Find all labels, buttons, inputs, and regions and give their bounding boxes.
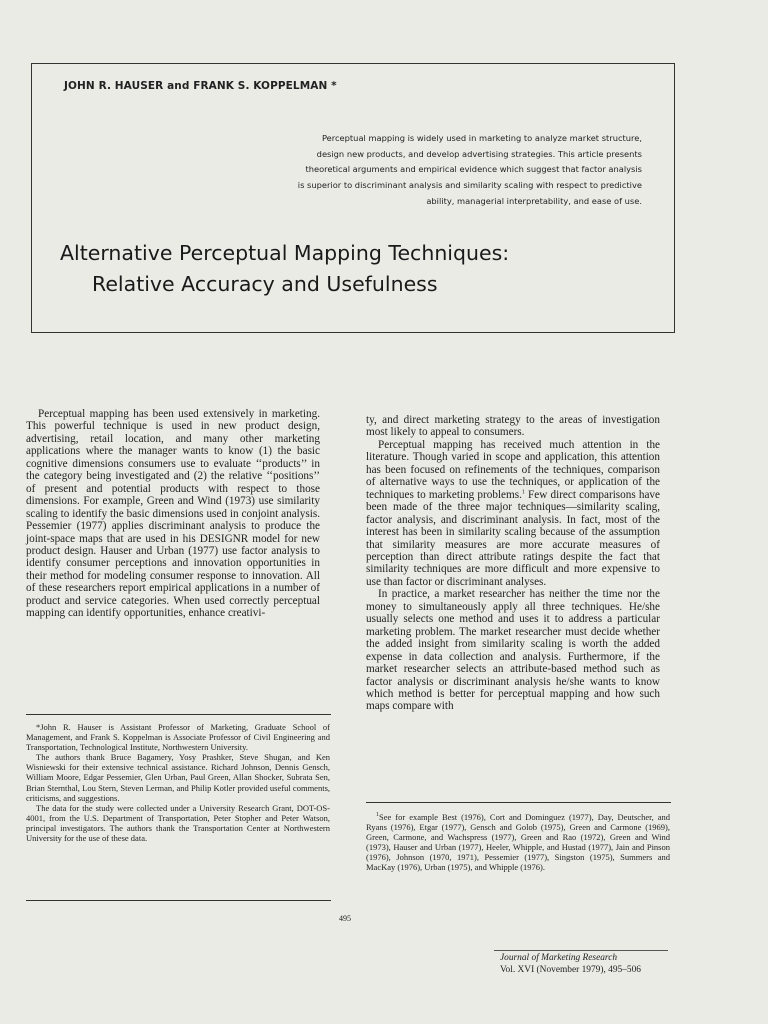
title-box bbox=[31, 63, 675, 333]
footnote bbox=[366, 812, 670, 873]
footnote-end-rule bbox=[26, 900, 331, 901]
abstract-line: Perceptual mapping is widely used in marketing to analyze market structure, bbox=[321, 133, 642, 143]
paragraph-text: Perceptual mapping has received much attention in the literature. Though varied in scope and application, this attention has been focused on refinements of the techniques, comparison of alternative ways to use the techniques, or application of the techniques to marketing problems. bbox=[366, 438, 660, 501]
footnote-text: See for example Best (1976), Cort and Dominguez (1977), Day, Deutscher, and Ryans (1976), Etgar (1977), Gensch and Golob (1975), Green and Carmone (1969), Green, Carmone, and Wachspress (1977), Green and Rao (1972), Green and Wind (1973), Hauser and Urban (1977), Heeler, Whipple, and Hustad (1977), Jain and Pinson (1976), Johnson (1970, 1971), Pessemier (1977), Singston (1975), Summers and MacKay (1976), Urban (1975), and Whipple (1976). bbox=[366, 812, 670, 873]
article-title bbox=[60, 238, 660, 300]
footnotes-left bbox=[26, 722, 330, 843]
body-paragraph bbox=[366, 439, 660, 588]
title-line: Alternative Perceptual Mapping Techniques: bbox=[60, 241, 510, 265]
body-column-left bbox=[26, 408, 320, 620]
journal-rule bbox=[494, 950, 668, 951]
paragraph-text: Few direct comparisons have been made of the three major techniques—similarity scaling, factor analysis, and discriminant analysis. In fact, most of the interest has been in similarity scaling because of the assumption that similarity measures are more accurate measures of perception than direct attribute ratings despite the fact that similarity techniques are more difficult and more expensive to use than factor or discriminant analyses. bbox=[366, 488, 660, 588]
abstract-line: is superior to discriminant analysis and similarity scaling with respect to predictive bbox=[297, 180, 642, 191]
footnote-marker: 1 bbox=[376, 812, 379, 819]
journal-volume: Vol. XVI (November 1979), 495–506 bbox=[500, 964, 641, 975]
footnote: The data for the study were collected under a University Research Grant, DOT-OS-4001, from the U.S. Department of Transportation, Peter Stopher and Peter Watson, principal investigators. The authors thank the Transportation Center at Northwestern University for the use of these data. bbox=[26, 802, 330, 844]
journal-name: Journal of Marketing Research bbox=[500, 953, 618, 963]
abstract-line: theoretical arguments and empirical evidence which suggest that factor analysis bbox=[305, 164, 642, 175]
footnote-rule bbox=[26, 714, 331, 715]
abstract bbox=[222, 131, 642, 210]
body-column-right bbox=[366, 414, 660, 713]
abstract-line: ability, managerial interpretability, and ease of use. bbox=[426, 195, 642, 206]
journal-citation bbox=[500, 953, 641, 976]
abstract-line: design new products, and develop advertising strategies. This article presents bbox=[316, 148, 642, 159]
body-paragraph: In practice, a market researcher has neither the time nor the money to simultaneously apply all three techniques. He/she usually selects one method and uses it to address a particular marketing problem. The market researcher must decide whether the added insight from similarity scaling is worth the added expense in data collection and analysis. Furthermore, if the market researcher selects an attribute-based method such as factor analysis or discriminant analysis he/she wants to know which method is better for perceptual mapping and how such maps compare with bbox=[366, 588, 660, 713]
footnote: *John R. Hauser is Assistant Professor of Marketing, Graduate School of Management, and Frank S. Koppelman is Associate Professor of Civil Engineering and Transportation, Technological Institute, Northwestern University. bbox=[26, 722, 330, 753]
title-line: Relative Accuracy and Usefulness bbox=[92, 272, 438, 296]
footnote-marker: 1 bbox=[521, 488, 525, 495]
footnote: The authors thank Bruce Bagamery, Yosy Prashker, Steve Shugan, and Ken Wisniewski for their extensive technical assistance. Richard Johnson, Dennis Gensch, William Moore, Edgar Pessemier, Glen Urban, Paul Green, Allan Shocker, Subrata Sen, Brian Sternthal, Lou Stern, Steven Lerman, and Philip Kotler provided useful comments, criticisms, and suggestions. bbox=[26, 752, 330, 803]
footnotes-right bbox=[366, 812, 670, 873]
footnote-rule bbox=[366, 802, 671, 803]
body-paragraph: Perceptual mapping has been used extensively in marketing. This powerful technique is used in new product design, advertising, retail location, and many other marketing applications where the manager wants to know (1) the basic cognitive dimensions consumers use to evaluate ‘‘products’’ in the category being investigated and (2) the relative ‘‘positions’’ of present and potential products with respect to those dimensions. For example, Green and Wind (1973) use similarity scaling to identify the basic dimensions used in conjoint analysis. Pessemier (1977) applies discriminant analysis to produce the joint-space maps that are used in his DESIGNR model for new product design. Hauser and Urban (1977) use factor analysis to identify consumer perceptions and innovation opportunities in their method for modeling consumer response to innovation. All of these researchers report empirical applications in a number of product and service categories. When used correctly perceptual mapping can identify opportunities, enhance creativi- bbox=[26, 408, 320, 620]
body-paragraph: ty, and direct marketing strategy to the areas of investigation most likely to appeal to consumers. bbox=[366, 414, 660, 439]
page-number: 495 bbox=[339, 914, 351, 923]
authors: JOHN R. HAUSER and FRANK S. KOPPELMAN * bbox=[64, 80, 337, 92]
